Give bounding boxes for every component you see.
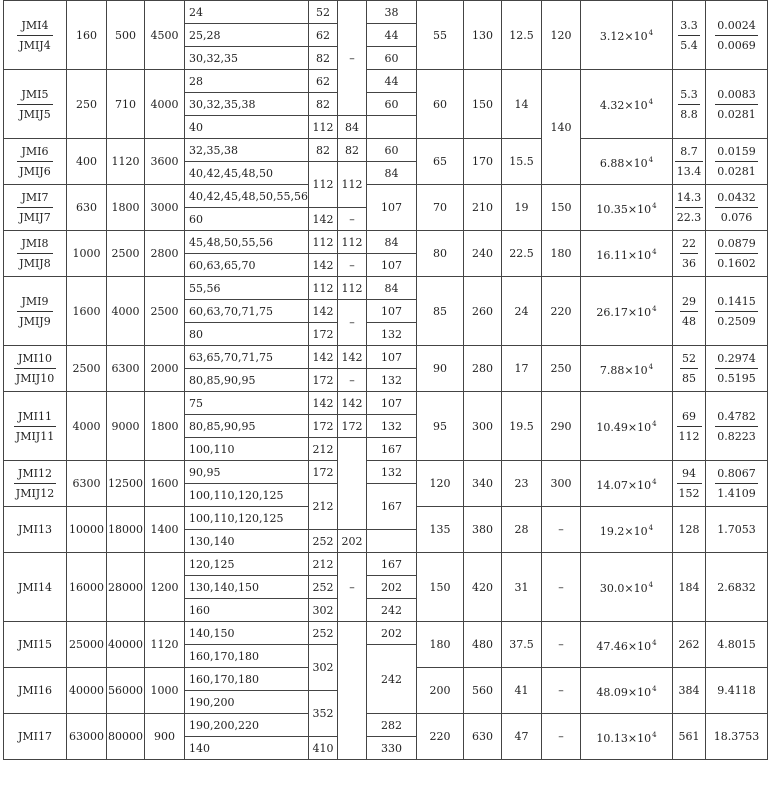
model-cell: JMI13 xyxy=(4,507,67,553)
table-row: $\frac{\text{JMI5}}{\text{JMIJ5}}$ 250 710 4000 28 62 44 60 150 14 140 $4.32\times 10^4$ $\frac{5.3}{8.8}$ $\frac{0.0083}{0.0281}$ xyxy=(4,70,768,93)
table-row: 80,85,90,95 172 – 132 xyxy=(4,369,768,392)
table-row: $\frac{\text{JMI12}}{\text{JMIJ12}}$ 6300 12500 1600 90,95 172 132 120 340 23 300 $14.07\times 10^4$ $\frac{94}{152}$ $\frac{0.8067}{1.4109}$ xyxy=(4,461,768,484)
table-row: JMI17 63000 80000 900 190,200,220 282 220 630 47 – $10.13\times 10^4$ 561 18.3753 xyxy=(4,714,768,737)
table-row: 130,140 252 202 xyxy=(4,530,768,553)
coupling-spec-table xyxy=(3,0,768,760)
model-cell: $\frac{\text{JMI12}}{\text{JMIJ12}}$ xyxy=(4,461,67,507)
model-cell: JMI14 xyxy=(4,553,67,622)
table-row: 30,32,35 82 60 xyxy=(4,47,768,70)
table-row: $\frac{\text{JMI6}}{\text{JMIJ6}}$ 400 1120 3600 32,35,38 82 82 60 65 170 15.5 $6.88\times 10^4$ $\frac{8.7}{13.4}$ $\frac{0.0159}{0.0281}$ xyxy=(4,139,768,162)
table-row: 40,42,45,48,50 112 112 84 xyxy=(4,162,768,185)
table-row: 30,32,35,38 82 60 xyxy=(4,93,768,116)
table-row: 60 142 – xyxy=(4,208,768,231)
table-row: 190,200 352 xyxy=(4,691,768,714)
table-row: $\frac{\text{JMI7}}{\text{JMIJ7}}$ 630 1800 3000 40,42,45,48,50,55,56 107 70 210 19 150 $10.35\times 10^4$ $\frac{14.3}{22.3}$ $\frac{0.0432}{0.076}$ xyxy=(4,185,768,208)
table-row: 130,140,150 252 202 xyxy=(4,576,768,599)
table-row: 100,110,120,125 212 167 xyxy=(4,484,768,507)
model-cell: $\frac{\text{JMI11}}{\text{JMIJ11}}$ xyxy=(4,392,67,461)
model-cell: $\frac{\text{JMI7}}{\text{JMIJ7}}$ xyxy=(4,185,67,231)
table-row: JMI16 40000 56000 1000 160,170,180 200 560 41 – $48.09\times 10^4$ 384 9.4118 xyxy=(4,668,768,691)
table-row: 100,110 212 167 xyxy=(4,438,768,461)
table-row: 25,28 62 44 xyxy=(4,24,768,47)
model-cell: JMI17 xyxy=(4,714,67,760)
model-cell: $\frac{\text{JMI5}}{\text{JMIJ5}}$ xyxy=(4,70,67,139)
model-cell: $\frac{\text{JMI10}}{\text{JMIJ10}}$ xyxy=(4,346,67,392)
model-cell: JMI15 xyxy=(4,622,67,668)
table-row: $\frac{\text{JMI8}}{\text{JMIJ8}}$ 1000 2500 2800 45,48,50,55,56 112 112 84 80 240 22.5 180 $16.11\times 10^4$ $\frac{22}{36}$ $\frac{0.0879}{0.1602}$ xyxy=(4,231,768,254)
table-row: JMI13 10000 18000 1400 100,110,120,125 135 380 28 – $19.2\times 10^4$ 128 1.7053 xyxy=(4,507,768,530)
table-row: JMI15 25000 40000 1120 140,150 252 202 180 480 37.5 – $47.46\times 10^4$ 262 4.8015 xyxy=(4,622,768,645)
table-row: 160,170,180 302 242 xyxy=(4,645,768,668)
table-row: 140 410 330 xyxy=(4,737,768,760)
table-row: 80,85,90,95 172 172 132 xyxy=(4,415,768,438)
table-row: 60,63,70,71,75 142 – 107 xyxy=(4,300,768,323)
table-row: $\frac{\text{JMI9}}{\text{JMIJ9}}$ 1600 4000 2500 55,56 112 112 84 85 260 24 220 $26.17\times 10^4$ $\frac{29}{48}$ $\frac{0.1415}{0.2509}$ xyxy=(4,277,768,300)
table-row: 80 172 132 xyxy=(4,323,768,346)
table-row: $\frac{\text{JMI4}}{\text{JMIJ4}}$ 160 500 4500 24 52 – 38 55 130 12.5 120 $3.12\times 10^4$ $\frac{3.3}{5.4}$ $\frac{0.0024}{0.0069}$ xyxy=(4,1,768,24)
model-cell: JMI16 xyxy=(4,668,67,714)
model-cell: $\frac{\text{JMI8}}{\text{JMIJ8}}$ xyxy=(4,231,67,277)
model-cell: $\frac{\text{JMI4}}{\text{JMIJ4}}$ xyxy=(4,1,67,70)
table-row: 60,63,65,70 142 – 107 xyxy=(4,254,768,277)
table-row: JMI14 16000 28000 1200 120,125 212 – 167 150 420 31 – $30.0\times 10^4$ 184 2.6832 xyxy=(4,553,768,576)
table-row: $\frac{\text{JMI10}}{\text{JMIJ10}}$ 2500 6300 2000 63,65,70,71,75 142 142 107 90 280 17 250 $7.88\times 10^4$ $\frac{52}{85}$ $\frac{0.2974}{0.5195}$ xyxy=(4,346,768,369)
model-cell: $\frac{\text{JMI6}}{\text{JMIJ6}}$ xyxy=(4,139,67,185)
table-row: 40 112 84 xyxy=(4,116,768,139)
table-row: 160 302 242 xyxy=(4,599,768,622)
model-cell: $\frac{\text{JMI9}}{\text{JMIJ9}}$ xyxy=(4,277,67,346)
table-row: $\frac{\text{JMI11}}{\text{JMIJ11}}$ 4000 9000 1800 75 142 142 107 95 300 19.5 290 $10.49\times 10^4$ $\frac{69}{112}$ $\frac{0.4782}{0.8223}$ xyxy=(4,392,768,415)
